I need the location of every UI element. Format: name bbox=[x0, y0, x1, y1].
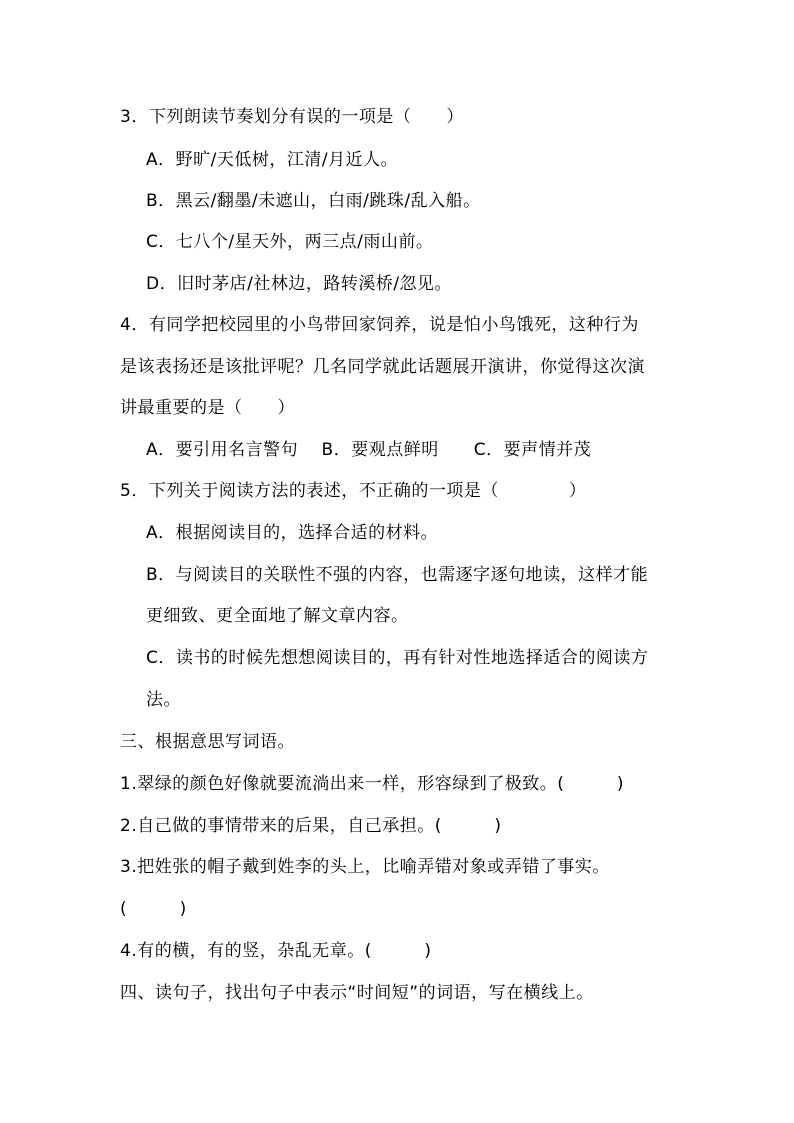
section-3-heading: 三、根据意思写词语。 bbox=[120, 732, 295, 752]
q3-option-d: D．旧时茅店/社林边，路转溪桥/忽见。 bbox=[146, 274, 453, 294]
q5-option-b-line-1: B．与阅读目的关联性不强的内容，也需逐字逐句地读，这样才能 bbox=[146, 565, 649, 585]
q4-stem-line-1: 4．有同学把校园里的小鸟带回家饲养，说是怕小鸟饿死，这种行为 bbox=[120, 315, 639, 335]
q5-stem: 5．下列关于阅读方法的表述，不正确的一项是（ ） bbox=[120, 481, 587, 501]
section-4-heading: 四、读句子，找出句子中表示“时间短”的词语，写在横线上。 bbox=[120, 983, 594, 1003]
section-3-item-4: 4.有的横，有的竖，杂乱无章。( ) bbox=[120, 941, 432, 961]
q4-options: A．要引用名言警句 B．要观点鲜明 C．要声情并茂 bbox=[146, 440, 592, 460]
section-3-item-1: 1.翠绿的颜色好像就要流淌出来一样，形容绿到了极致。( ) bbox=[120, 774, 624, 794]
section-3-item-2: 2.自己做的事情带来的后果，自己承担。( ) bbox=[120, 816, 502, 836]
q3-stem: 3．下列朗读节奏划分有误的一项是（ ） bbox=[120, 107, 464, 127]
q3-option-a: A．野旷/天低树，江清/月近人。 bbox=[146, 150, 399, 170]
section-3-item-3: 3.把姓张的帽子戴到姓李的头上，比喻弄错对象或弄错了事实。 bbox=[120, 857, 610, 877]
q5-option-b-line-2: 更细致、更全面地了解文章内容。 bbox=[146, 606, 409, 626]
q3-option-b: B．黑云/翻墨/未遮山，白雨/跳珠/乱入船。 bbox=[146, 191, 481, 211]
q5-option-c-line-2: 法。 bbox=[146, 690, 181, 710]
q4-stem-line-3: 讲最重要的是（ ） bbox=[120, 398, 295, 418]
q4-stem-line-2: 是该表扬还是该批评呢？几名同学就此话题展开演讲，你觉得这次演 bbox=[120, 357, 645, 377]
q3-option-c: C．七八个/星天外，两三点/雨山前。 bbox=[146, 232, 434, 252]
section-3-item-3-blank: ( ) bbox=[120, 899, 187, 919]
q5-option-a: A．根据阅读目的，选择合适的材料。 bbox=[146, 523, 439, 543]
q5-option-c-line-1: C．读书的时候先想想阅读目的，再有针对性地选择适合的阅读方 bbox=[146, 648, 649, 668]
